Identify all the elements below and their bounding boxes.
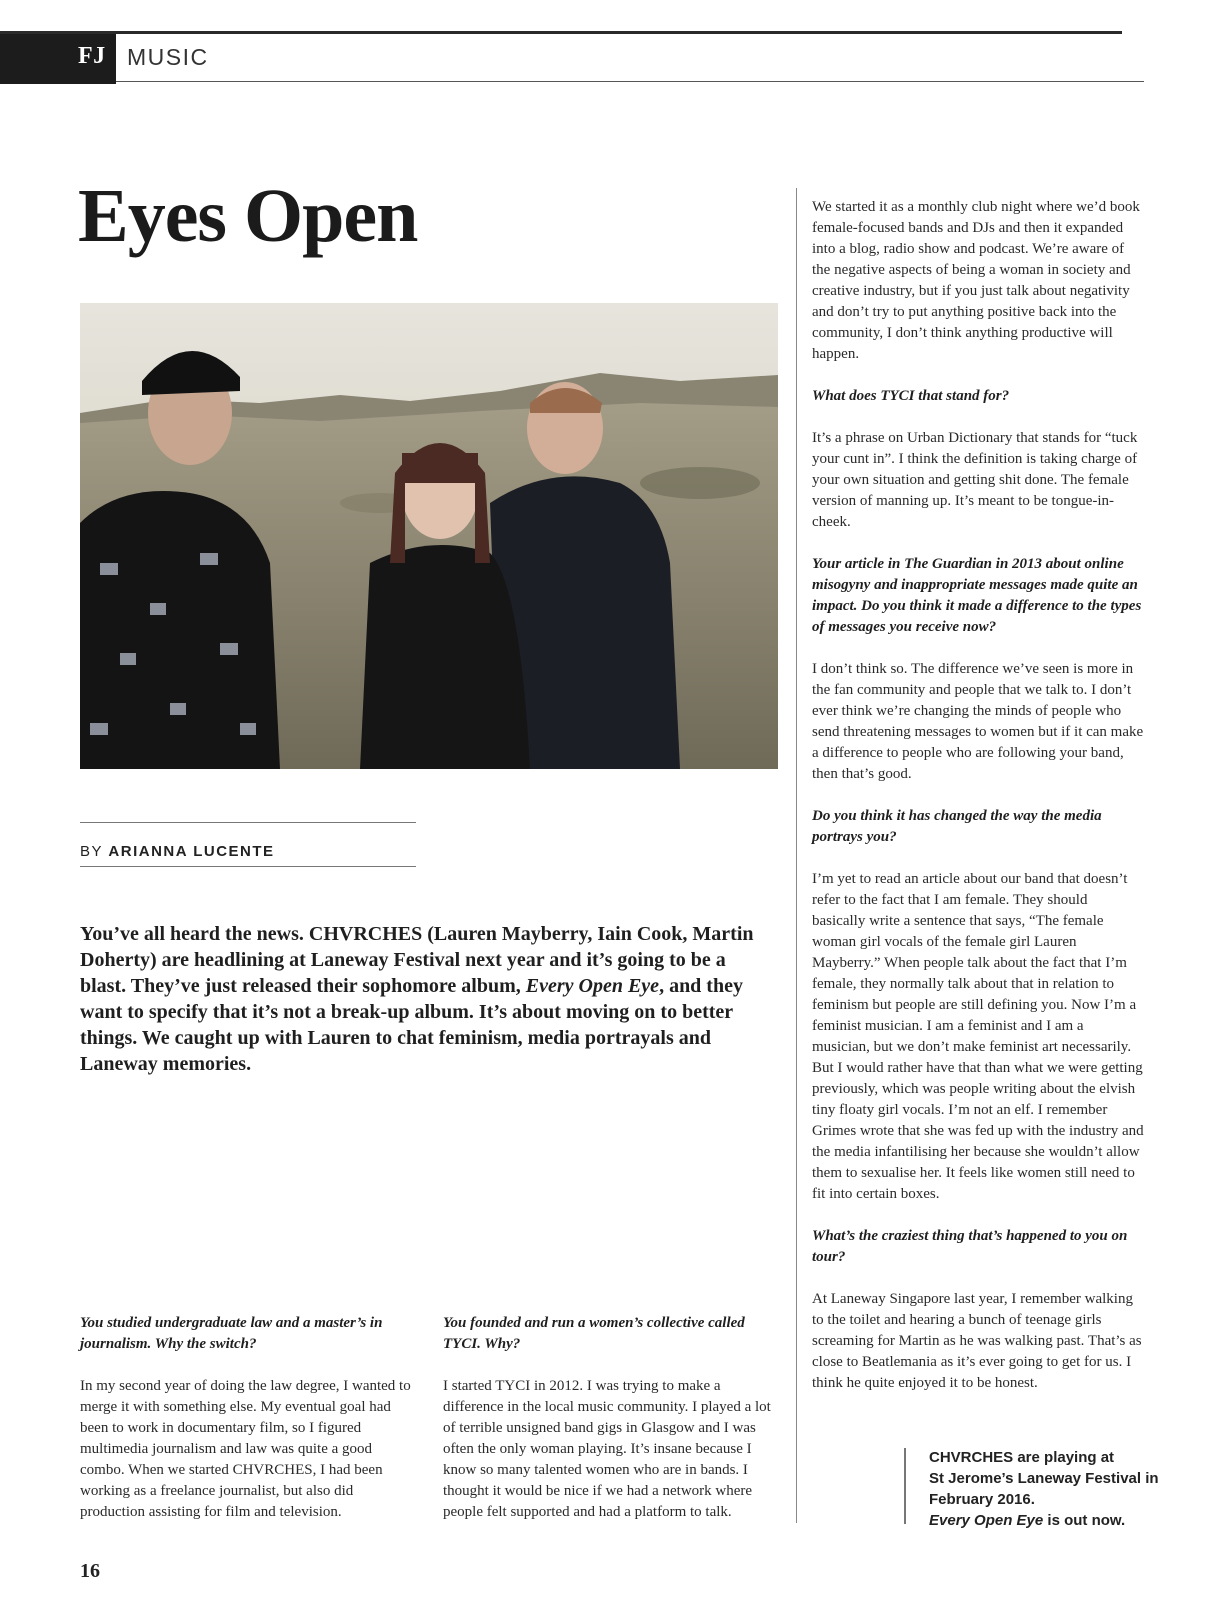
event-footnote	[929, 1447, 1159, 1531]
answer-5: I’m yet to read an article about our band that doesn’t refer to the fact that I am female. They should basically write a sentence that says, “The female woman girl vocals of the female girl Lauren Mayberry.” When people talk about the fact that I’m female, they normally talk about that in relation to feminism but people are still defining you. Now I’m a feminist musician. I am a feminist and I am a musician, but we don’t make feminist art necessarily. But I would rather have that than what we were getting previously, which was people writing about the elvish tiny floaty girl vocals. I’m not an elf. I remember Grimes wrote that she was fed up with the industry and the media infantilising her because she wouldn’t allow them to sexualise her. It feels like women still need to fit into certain boxes.	[812, 871, 1144, 1202]
brand-block	[0, 34, 116, 84]
header-underline	[116, 81, 1144, 82]
band-photo-illustration	[80, 303, 778, 769]
byline-top-rule	[80, 822, 416, 823]
footnote-line-4	[929, 1510, 1159, 1531]
footnote-line-3: February 2016.	[929, 1491, 1035, 1508]
brand-logo: FJ	[78, 43, 106, 69]
footnote-tail: is out now.	[1043, 1512, 1126, 1529]
question-2: You founded and run a women’s collective called TYCI. Why?	[443, 1315, 745, 1352]
answer-1: In my second year of doing the law degree, I wanted to merge it with something else. My eventual goal had been to work in documentary film, so I figured multimedia journalism and law was quite a good combo. When we started CHVRCHES, I had been working as a freelance journalist, but also did production assisting for film and television.	[80, 1378, 411, 1520]
footnote-line-2: St Jerome’s Laneway Festival in	[929, 1470, 1159, 1487]
article-title: Eyes Open	[78, 174, 418, 258]
standfirst-text-1: You’ve all heard the news. CHVRCHES (Lauren Mayberry, Iain Cook, Martin Doherty) are headlining at Laneway Festival next year and it’s going to be a blast. They’ve just released their sophomore album,	[80, 923, 754, 997]
lower-column-2	[443, 1313, 778, 1523]
standfirst-album: Every Open Eye	[525, 975, 660, 997]
question-1: You studied undergraduate law and a master’s in journalism. Why the switch?	[80, 1315, 383, 1352]
byline	[80, 843, 275, 860]
header-top-rule	[0, 31, 1122, 34]
footnote-album: Every Open Eye	[929, 1512, 1044, 1529]
band-photo	[80, 303, 778, 769]
lower-column-1	[80, 1313, 420, 1523]
footnote-line-1: CHVRCHES are playing at	[929, 1449, 1115, 1466]
question-5: Do you think it has changed the way the media portrays you?	[812, 808, 1102, 845]
question-4: Your article in The Guardian in 2013 about online misogyny and inappropriate messages made quite an impact. Do you think it made a difference to the types of messages you receive now?	[812, 556, 1142, 635]
right-column	[812, 197, 1144, 1415]
footnote-rule	[904, 1448, 906, 1524]
section-label: MUSIC	[127, 44, 209, 70]
byline-author: ARIANNA LUCENTE	[108, 843, 275, 860]
answer-2-continued: We started it as a monthly club night where we’d book female-focused bands and DJs and then it expanded into a blog, radio show and podcast. We’re aware of the negative aspects of being a woman in society and creative industry, but if you just talk about negativity and don’t try to put anything positive back into the community, I don’t think anything productive will happen.	[812, 199, 1140, 362]
standfirst	[80, 921, 770, 1077]
question-3: What does TYCI that stand for?	[812, 388, 1010, 404]
byline-bottom-rule	[80, 866, 416, 867]
question-6: What’s the craziest thing that’s happened to you on tour?	[812, 1228, 1128, 1265]
standfirst-text-2: , and they want to specify that it’s not a break-up album. It’s about moving on to better things. We caught up with Lauren to chat feminism, media portrayals and Laneway memories.	[80, 975, 743, 1075]
answer-6: At Laneway Singapore last year, I remember walking to the toilet and hearing a bunch of teenage girls screaming for Martin as he was walking past. That’s as close to Beatlemania as it’s ever going to get for us. I think he quite enjoyed it to be honest.	[812, 1291, 1142, 1391]
answer-4: I don’t think so. The difference we’ve seen is more in the fan community and people that we talk to. I don’t ever think we’re changing the minds of people who send threatening messages to women but if it can make a difference to people who are following your band, then that’s good.	[812, 661, 1144, 782]
answer-2: I started TYCI in 2012. I was trying to make a difference in the local music community. I played a lot of terrible unsigned band gigs in Glasgow and I was often the only woman playing. It’s insane because I know so many talented women who are in bands. I thought it would be nice if we had a network where people felt supported and had a platform to talk.	[443, 1378, 771, 1520]
page-number: 16	[80, 1560, 100, 1582]
answer-3: It’s a phrase on Urban Dictionary that stands for “tuck your cunt in”. I think the definition is taking charge of your own situation and getting shit done. The female version of manning up. It’s meant to be tongue-in-cheek.	[812, 430, 1138, 530]
column-divider	[796, 188, 797, 1523]
byline-prefix: BY	[80, 843, 103, 860]
